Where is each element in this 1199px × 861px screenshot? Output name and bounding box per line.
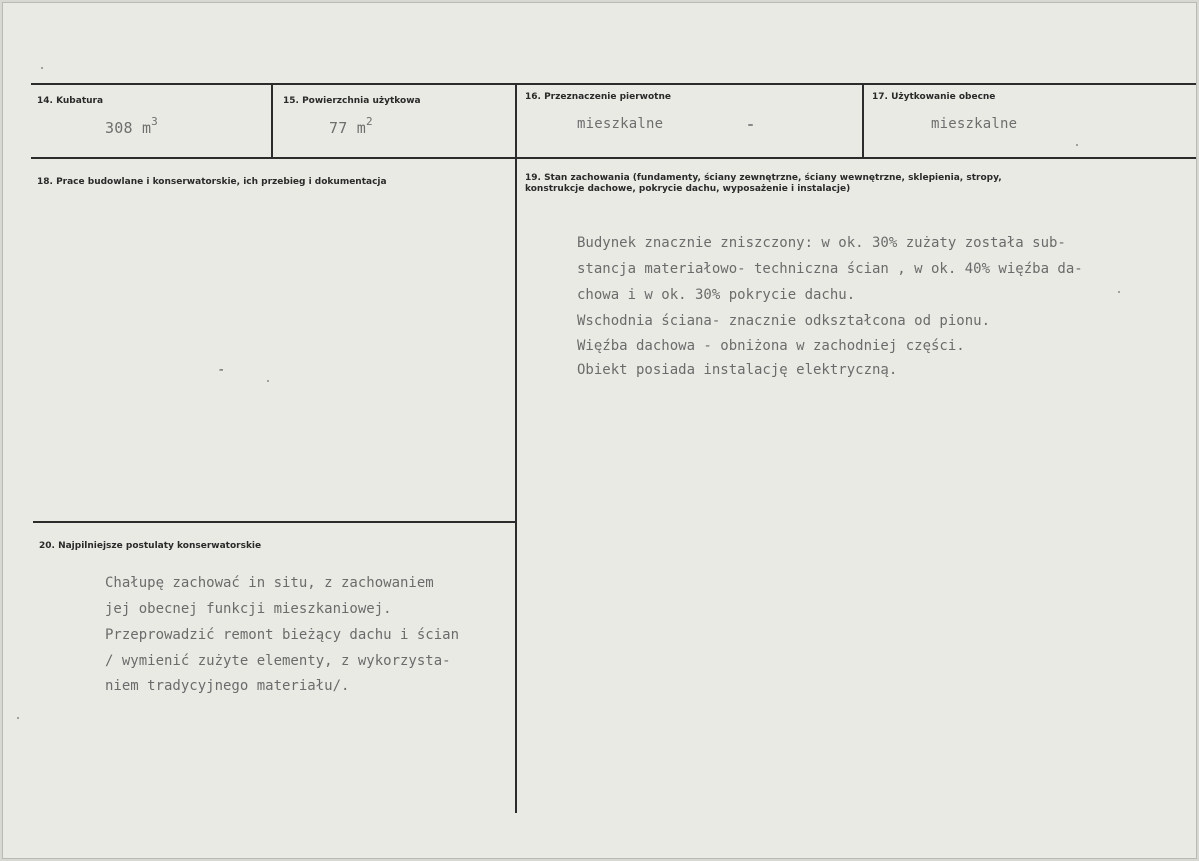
field-15-number: 77 [329, 119, 348, 137]
row1-bottom-rule [31, 157, 1196, 159]
field-14-number: 308 [105, 119, 133, 137]
field-20-line-2: jej obecnej funkcji mieszkaniowej. [105, 601, 392, 617]
field-14-value [105, 115, 158, 137]
field-19-line-1: Budynek znacznie zniszczony: w ok. 30% zużaty została sub- [577, 235, 1066, 251]
field-20-line-4: / wymienić zużyte elementy, z wykorzysta- [105, 653, 451, 669]
divider-14-15 [271, 85, 273, 157]
field-17-label: 17. Użytkowanie obecne [872, 92, 996, 102]
field-19-label: 19. Stan zachowania (fundamenty, ściany zewnętrzne, ściany wewnętrzne, sklepienia, stropy, konstrukcje dachowe, pokrycie dachu, wyposażenie i instalacje) [525, 173, 1002, 194]
field-18-label: 18. Prace budowlane i konserwatorskie, ich przebieg i dokumentacja [37, 177, 387, 187]
field-19-line-3: chowa i w ok. 30% pokrycie dachu. [577, 287, 856, 303]
field-15-label: 15. Powierzchnia użytkowa [283, 96, 421, 106]
field-19-line-5: Więźba dachowa - obniżona w zachodniej części. [577, 338, 965, 354]
field-14-unit-exp: 3 [151, 115, 158, 128]
field-16-value: mieszkalne [577, 116, 664, 132]
field-16-label: 16. Przeznaczenie pierwotne [525, 92, 671, 102]
field-14-label: 14. Kubatura [37, 96, 104, 106]
speck [1118, 291, 1120, 293]
field-20-line-1: Chałupę zachować in situ, z zachowaniem [105, 575, 434, 591]
field-14-unit: m [141, 119, 152, 137]
divider-15-16 [515, 85, 517, 813]
field-15-unit: m [356, 119, 366, 137]
stray-mark [748, 124, 753, 126]
top-rule [31, 83, 1196, 85]
field-20-label: 20. Najpilniejsze postulaty konserwatorskie [39, 541, 262, 551]
divider-16-17 [862, 85, 864, 157]
speck [41, 67, 43, 69]
field-17-value: mieszkalne [931, 116, 1018, 132]
field20-top-rule [33, 521, 516, 523]
field-19-line-2: stancja materiałowo- techniczna ścian , w ok. 40% więźba da- [577, 261, 1083, 277]
speck [17, 717, 19, 719]
field-20-line-5: niem tradycyjnego materiału/. [105, 678, 350, 694]
field-18-value: - [217, 362, 226, 378]
record-card [2, 2, 1197, 859]
field-19-line-6: Obiekt posiada instalację elektryczną. [577, 362, 898, 378]
field-15-value [329, 115, 373, 137]
speck [267, 380, 269, 382]
field-20-line-3: Przeprowadzić remont bieżący dachu i ścian [105, 627, 460, 643]
field-15-unit-exp: 2 [365, 115, 373, 128]
field-19-line-4: Wschodnia ściana- znacznie odkształcona od pionu. [577, 313, 991, 329]
speck [1076, 144, 1078, 146]
